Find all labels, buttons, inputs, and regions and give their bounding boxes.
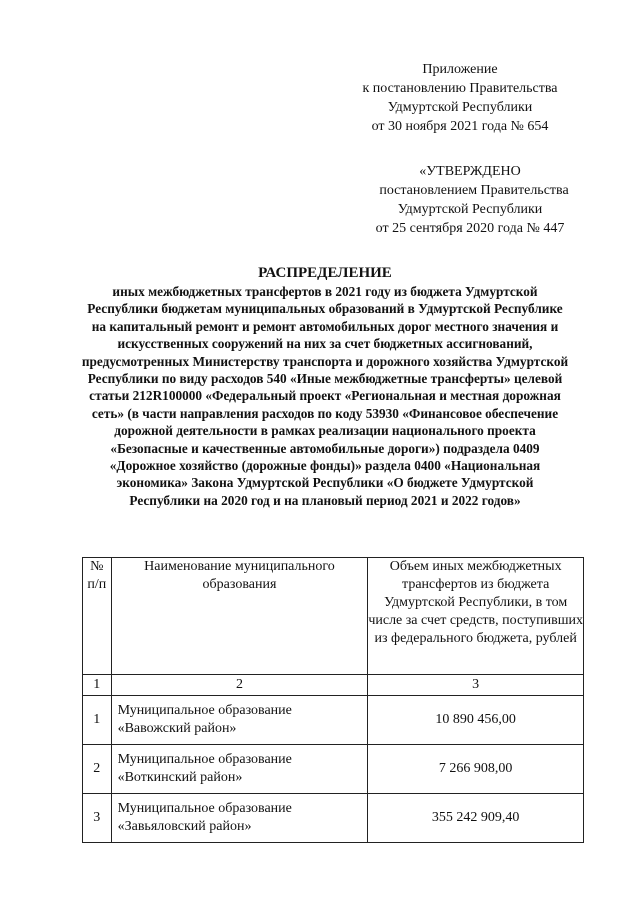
table-row	[83, 794, 584, 843]
header-amount: Объем иных межбюджетных трансфертов из бюджета Удмуртской Республики, в том числе за счет средств, поступивших из федерального бюджета, рублей	[368, 558, 584, 675]
appendix-line: к постановлению Правительства	[362, 81, 558, 96]
header-num: № п/п	[83, 558, 112, 675]
distribution-table	[82, 557, 584, 843]
row-name	[111, 745, 368, 794]
row-name	[111, 794, 368, 843]
row-amount: 7 266 908,00	[368, 745, 584, 794]
row-amount: 10 890 456,00	[368, 696, 584, 745]
row-name-line: «Воткинский район»	[117, 770, 243, 785]
approval-line: «УТВЕРЖДЕНО	[419, 164, 521, 179]
document-title	[80, 264, 570, 509]
row-name-line: Муниципальное образование	[117, 801, 292, 816]
table-row	[83, 696, 584, 745]
row-name-line: «Завьяловский район»	[117, 819, 252, 834]
appendix-line: Приложение	[422, 62, 498, 77]
column-index: 3	[368, 675, 584, 696]
approval-block	[355, 162, 585, 238]
approval-line: Удмуртской Республики	[397, 202, 543, 217]
row-name-line: Муниципальное образование	[117, 703, 292, 718]
title-heading: РАСПРЕДЕЛЕНИЕ	[258, 265, 392, 281]
title-body: иных межбюджетных трансфертов в 2021 году из бюджета Удмуртской Республики бюджетам муниципальных образований в Удмуртской Республике на капитальный ремонт и ремонт автомобильных дорог местного значения и искусственных сооружений на них за счет бюджетных ассигнований, предусмотренных Министерству транспорта и дорожного хозяйства Удмуртской Республики по виду расходов 540 «Иные межбюджетные трансферты» целевой статьи 212R100000 «Федеральный проект «Региональная и местная дорожная сеть» (в части направления расходов по коду 53930 «Финансовое обеспечение дорожной деятельности в рамках реализации национального проекта «Безопасные и качественные автомобильные дороги») подраздела 0409 «Дорожное хозяйство (дорожные фонды)» раздела 0400 «Национальная экономика» Закона Удмуртской Республики «О бюджете Удмуртской Республики на 2020 год и на плановый период 2021 и 2022 годов»	[81, 284, 569, 508]
row-num: 1	[83, 696, 112, 745]
appendix-line: от 30 ноября 2021 года № 654	[371, 119, 549, 134]
approval-line: от 25 сентября 2020 года № 447	[375, 221, 565, 236]
row-name-line: Муниципальное образование	[117, 752, 292, 767]
row-num: 3	[83, 794, 112, 843]
row-name-line: «Вавожский район»	[117, 721, 237, 736]
appendix-line: Удмуртской Республики	[387, 100, 533, 115]
column-index: 2	[111, 675, 368, 696]
approval-line: постановлением Правительства	[379, 183, 569, 198]
column-index: 1	[83, 675, 112, 696]
row-num: 2	[83, 745, 112, 794]
table-row	[83, 745, 584, 794]
column-index-row	[83, 675, 584, 696]
row-amount: 355 242 909,40	[368, 794, 584, 843]
appendix-block	[350, 60, 570, 136]
row-name	[111, 696, 368, 745]
table-header-row	[83, 558, 584, 675]
header-name: Наименование муниципального образования	[111, 558, 368, 675]
